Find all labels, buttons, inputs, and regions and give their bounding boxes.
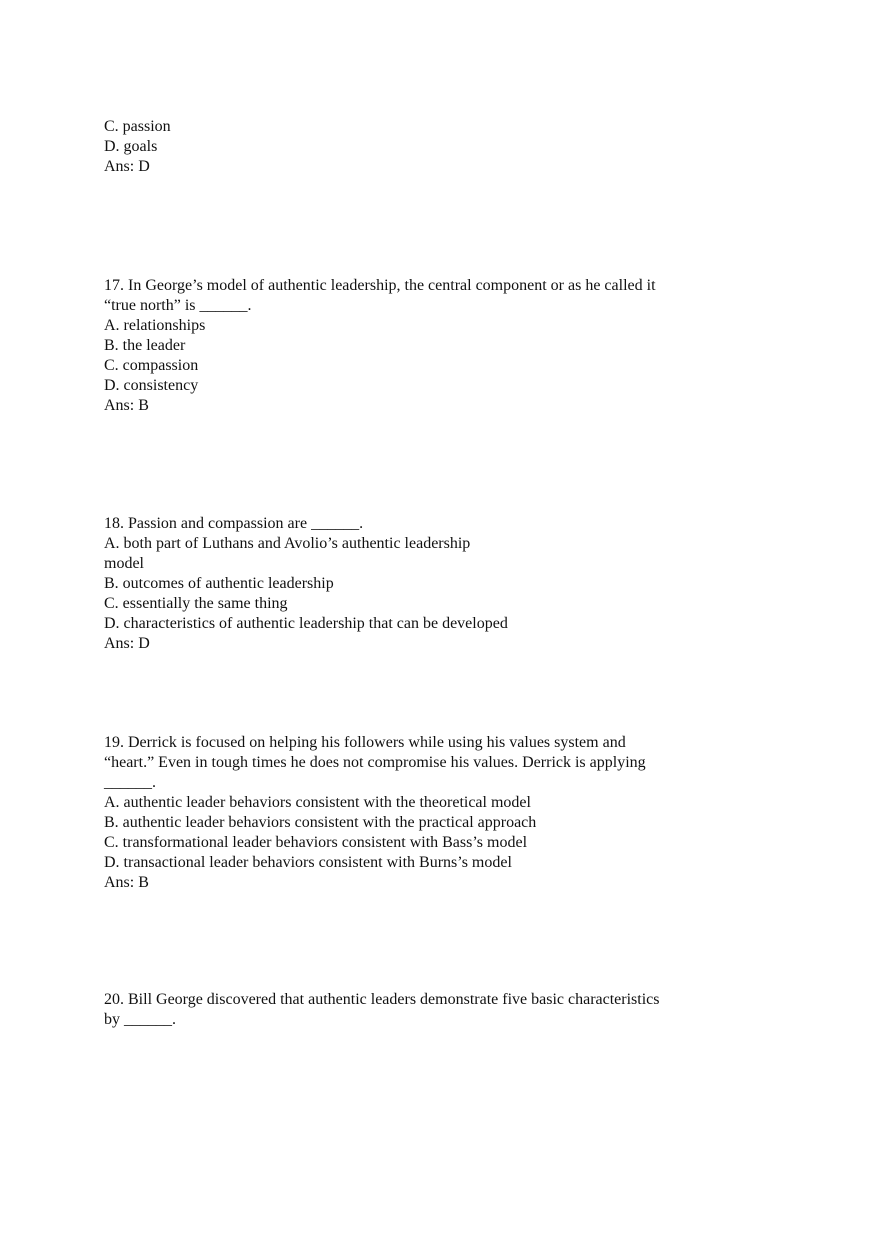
question-stem-line: “true north” is ______. xyxy=(104,297,252,314)
answer: Ans: D xyxy=(104,158,150,175)
question-19 xyxy=(104,733,724,893)
option-a: A. authentic leader behaviors consistent with the theoretical model xyxy=(104,794,531,811)
question-stem-line: 17. In George’s model of authentic leadership, the central component or as he called it xyxy=(104,277,656,294)
option-b: B. the leader xyxy=(104,337,186,354)
question-stem-line: ______. xyxy=(104,774,156,791)
option-d: D. characteristics of authentic leadership that can be developed xyxy=(104,615,508,632)
question-stem-line: by ______. xyxy=(104,1011,176,1028)
answer: Ans: B xyxy=(104,397,149,414)
answer: Ans: B xyxy=(104,874,149,891)
question-18 xyxy=(104,514,724,654)
option-d: D. goals xyxy=(104,138,158,155)
option-d: D. transactional leader behaviors consistent with Burns’s model xyxy=(104,854,512,871)
option-c: C. passion xyxy=(104,118,171,135)
question-20 xyxy=(104,990,724,1030)
question-17 xyxy=(104,276,724,416)
question-stem-line: “heart.” Even in tough times he does not compromise his values. Derrick is applying xyxy=(104,754,646,771)
option-d: D. consistency xyxy=(104,377,199,394)
option-a: A. both part of Luthans and Avolio’s authentic leadership xyxy=(104,535,471,552)
option-b: B. authentic leader behaviors consistent with the practical approach xyxy=(104,814,537,831)
answer: Ans: D xyxy=(104,635,150,652)
option-a: A. relationships xyxy=(104,317,206,334)
option-c: C. transformational leader behaviors consistent with Bass’s model xyxy=(104,834,528,851)
question-stem-line: 18. Passion and compassion are ______. xyxy=(104,515,364,532)
option-c: C. compassion xyxy=(104,357,199,374)
option-c: C. essentially the same thing xyxy=(104,595,288,612)
option-b: B. outcomes of authentic leadership xyxy=(104,575,334,592)
question-stem-line: 19. Derrick is focused on helping his followers while using his values system and xyxy=(104,734,626,751)
question-16-continuation xyxy=(104,117,724,177)
option-a-continued: model xyxy=(104,555,144,572)
question-stem-line: 20. Bill George discovered that authentic leaders demonstrate five basic characteristics xyxy=(104,991,660,1008)
